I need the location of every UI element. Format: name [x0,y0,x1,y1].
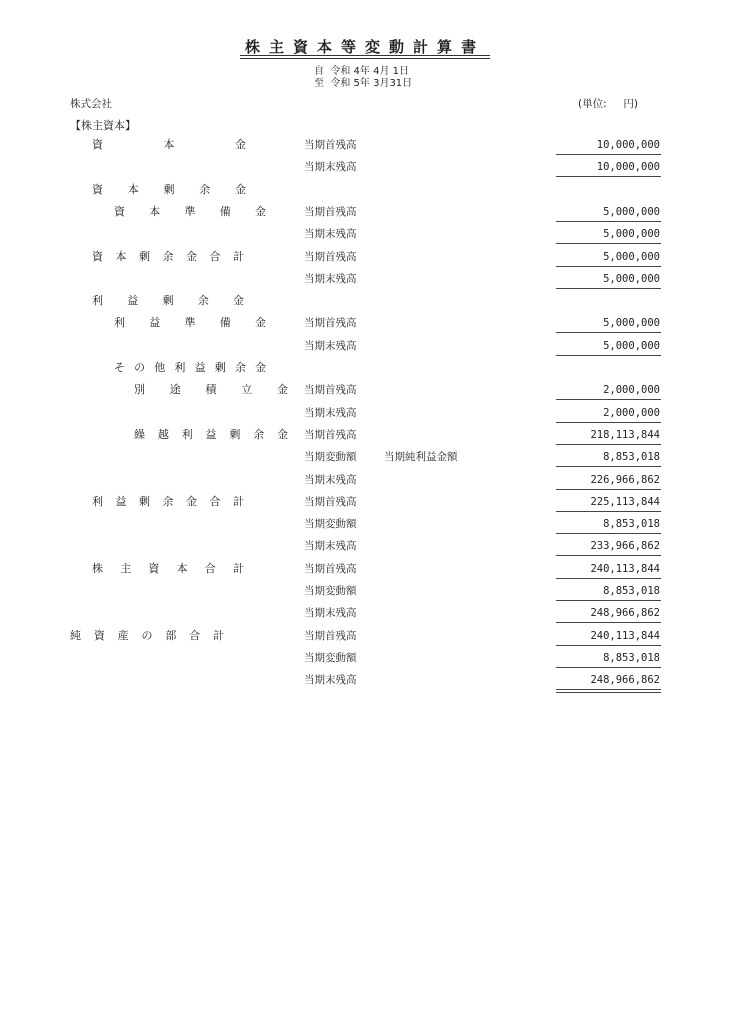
line-item-name: 利 益 剰 余 金 合 計 [92,495,244,508]
amount-underline [556,555,661,556]
period-from: 自 令和 4年 4月 1日 [314,66,409,77]
amount-underline [556,689,661,690]
row-label: 当期首残高 [304,496,357,508]
row-note: 当期純利益金額 [384,451,458,463]
amount-underline [556,489,661,490]
final-total-underline [556,692,661,693]
amount-underline [556,243,661,244]
row-amount: 5,000,000 [603,206,660,218]
line-item-name: 別 途 積 立 金 [134,383,288,396]
amount-underline [556,444,661,445]
amount-underline [556,221,661,222]
amount-underline [556,533,661,534]
row-label: 当期首残高 [304,206,357,218]
row-amount: 2,000,000 [603,384,660,396]
row-label: 当期首残高 [304,630,357,642]
amount-underline [556,578,661,579]
row-label: 当期首残高 [304,384,357,396]
row-amount: 5,000,000 [603,273,660,285]
row-amount: 8,853,018 [603,451,660,463]
line-item-name: 資 本 準 備 金 [114,205,266,218]
row-label: 当期末残高 [304,674,357,686]
amount-underline [556,355,661,356]
row-amount: 5,000,000 [603,340,660,352]
line-item-name: 繰 越 利 益 剰 余 金 [134,428,288,441]
line-item-name: 資 本 剰 余 金 [92,183,246,196]
line-item-name: 純 資 産 の 部 合 計 [70,629,224,642]
row-label: 当期首残高 [304,317,357,329]
amount-underline [556,288,661,289]
row-label: 当期首残高 [304,251,357,263]
row-amount: 10,000,000 [596,161,660,173]
row-label: 当期首残高 [304,139,357,151]
line-item-name: 株 主 資 本 合 計 [92,562,244,575]
row-label: 当期末残高 [304,228,357,240]
row-amount: 10,000,000 [596,139,660,151]
company-name: 株式会社 [70,98,112,110]
row-amount: 226,966,862 [590,474,660,486]
row-label: 当期末残高 [304,273,357,285]
row-amount: 233,966,862 [590,540,660,552]
row-label: 当期末残高 [304,607,357,619]
row-label: 当期末残高 [304,474,357,486]
row-label: 当期変動額 [304,451,357,463]
unit-label: (単位: 円) [578,98,638,110]
row-label: 当期首残高 [304,563,357,575]
amount-underline [556,176,661,177]
row-amount: 240,113,844 [590,563,660,575]
row-label: 当期末残高 [304,340,357,352]
amount-underline [556,511,661,512]
row-label: 当期末残高 [304,540,357,552]
line-item-name: そ の 他 利 益 剰 余 金 [114,361,266,374]
period-to: 至 令和 5年 3月31日 [314,78,413,89]
row-amount: 225,113,844 [590,496,660,508]
line-item-name: 資 本 剰 余 金 合 計 [92,250,244,263]
row-label: 当期変動額 [304,652,357,664]
row-amount: 8,853,018 [603,652,660,664]
line-item-name: 利 益 剰 余 金 [92,294,244,307]
row-amount: 5,000,000 [603,228,660,240]
title-underline-2 [240,58,490,59]
amount-underline [556,645,661,646]
amount-underline [556,600,661,601]
amount-underline [556,667,661,668]
amount-underline [556,154,661,155]
amount-underline [556,399,661,400]
row-label: 当期末残高 [304,407,357,419]
row-label: 当期変動額 [304,518,357,530]
amount-underline [556,466,661,467]
row-amount: 248,966,862 [590,607,660,619]
amount-underline [556,332,661,333]
row-label: 当期末残高 [304,161,357,173]
row-amount: 248,966,862 [590,674,660,686]
row-amount: 5,000,000 [603,251,660,263]
amount-underline [556,422,661,423]
row-amount: 8,853,018 [603,585,660,597]
line-item-name: 利 益 準 備 金 [114,316,266,329]
row-label: 当期首残高 [304,429,357,441]
document-title: 株主資本等変動計算書 [244,38,485,56]
row-amount: 2,000,000 [603,407,660,419]
title-underline [240,55,490,56]
row-amount: 240,113,844 [590,630,660,642]
amount-underline [556,266,661,267]
line-item-name: 資 本 金 [92,138,246,151]
row-amount: 5,000,000 [603,317,660,329]
section-heading: 【株主資本】 [70,119,136,132]
amount-underline [556,622,661,623]
row-label: 当期変動額 [304,585,357,597]
row-amount: 218,113,844 [590,429,660,441]
row-amount: 8,853,018 [603,518,660,530]
